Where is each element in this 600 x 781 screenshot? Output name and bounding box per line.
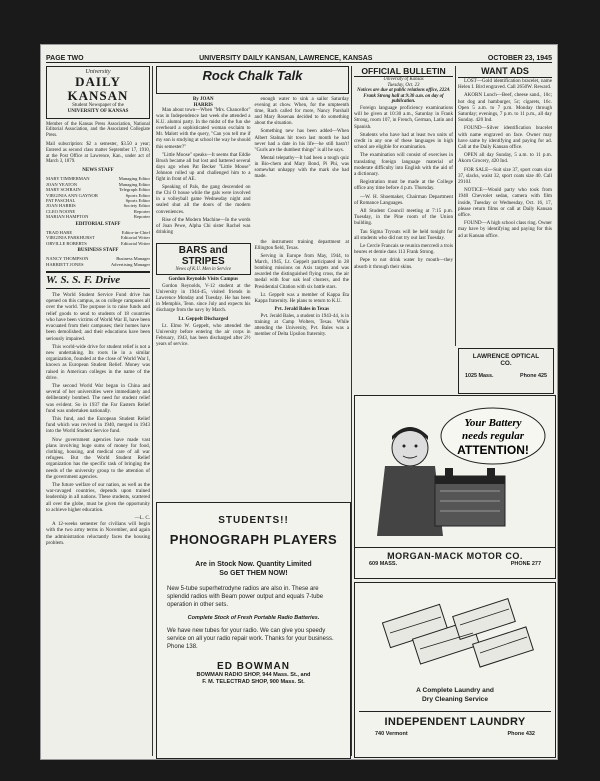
editorial-paragraph: This fund, and the European Student Relief fund which was revived in 1940, merged in 1943 into the World Student Service fund. <box>46 415 150 435</box>
staff-name: ORVILLE ROBERTS <box>46 240 87 246</box>
news-staff-list <box>46 176 150 219</box>
editorial-signature: —L. C. <box>134 514 150 521</box>
staff-name: NANCY THOMPSON <box>46 256 89 262</box>
masthead-sub2: UNIVERSITY OF KANSAS <box>67 109 129 115</box>
bars-stripes-subtitle: News of K.U. Men in Service <box>175 266 232 272</box>
bulletin-paragraph: Registration must be made at the College office any time before 4 p.m. Thursday. <box>354 179 453 192</box>
staff-role: Managing Editor <box>118 181 150 187</box>
laundry-address: 740 Vermont <box>375 731 408 737</box>
staff-name: CLEO NOONE <box>46 208 76 214</box>
staff-name: PAT PASCHAL <box>46 198 76 204</box>
battery-advertisement <box>354 395 556 579</box>
laundry-line-1: A Complete Laundry and <box>416 687 494 694</box>
staff-name: JOAN HARRIS <box>46 203 76 209</box>
bulletin-signature: —W. H. Shoemaker, Chairman Department of Romance Languages. <box>354 193 453 206</box>
editorial-headline: W. S. S. F. Drive <box>46 271 150 289</box>
news-paragraph: Pvt. Jerald Bales, a student in 1943-44, is in training at Camp Wolters, Texas. While attending the University, Pvt. Bales was a member of Delta Upsilon fraternity. <box>254 313 349 338</box>
masthead-title: DAILY KANSAN <box>67 74 129 104</box>
column-paragraph: Speaking of Pals, the gang descended on the Chi O house while the gals were involved in a volleyball game Wednesday night and sealed shut all the doors of the modern conveniences. <box>156 185 251 215</box>
bulletin-paragraph: Pepe to not drink water by mouth—they absorb it through their skins. <box>354 257 453 270</box>
masthead-sub1: Student Newspaper of the <box>72 103 124 109</box>
staff-role: Sports Editor <box>125 198 150 204</box>
paper-name-line: UNIVERSITY DAILY KANSAN, LAWRENCE, KANSAS <box>199 55 373 62</box>
ad-get-now: So GET THEM NOW! <box>219 570 288 577</box>
want-ads-title: WANT ADS <box>458 66 552 78</box>
staff-role: Managing Editor <box>118 176 150 182</box>
staff-name: TRAD HARE <box>46 229 73 235</box>
staff-name: MARY TIMMERMAN <box>46 176 90 182</box>
ad-stock-line: Are in Stock Now. Quantity Limited <box>195 561 312 568</box>
editorial-paragraph: The World Student Service Fund drive has opened on this campus, as on college campuses all over the world. The purpose is to raise funds and relief goods to send to students of 18 countries who have been victims of World War II, have been evacuated from their campuses; their homes have been demolished; and their educations have been seriously impaired. <box>46 292 150 342</box>
want-ad: AKORN Lunch—Beef, cheese sand., 10c; hot dog and hamburger, 5c; cigarets, 16c. Open 5 a.m. to 7 p.m. Monday through Saturday; evenings, 7 p.m. to 11 p.m., all day Sunday. 420 Ind. <box>458 92 552 124</box>
ad-radios-text: New 5-tube superhetrodyne radios are also in. These are splendid radios with Beam power output and equals 7-tube operation in other sets. <box>167 586 324 608</box>
column-paragraph: "Little Moose" speaks—It seems that Eddie Brush became all but lost and battered several days ago when Pat Becker "Little Moose" Johnson rolled up and challenged him to a fight in front of AE. <box>156 152 251 183</box>
news-paragraph: Serving in Europe from May, 1944, to March, 1945, Lt. Geppelt participated in 28 bombing missions on Axis targets and was awarded the distinguished flying cross, the air medal with four oak leaf clusters, and the Presidential Citation with six battle stars. <box>254 254 349 290</box>
bars-and-stripes-header <box>156 243 251 275</box>
optical-address: 1025 Mass. <box>465 373 494 379</box>
byline: By JOAN <box>192 97 214 102</box>
column-title: Rock Chalk Talk <box>202 68 303 83</box>
staff-role: Advertising Manager <box>110 261 150 267</box>
want-ad: FOR SALE—Suit size 37, sport coats size 37, slacks, waist 32, sport coats size 40. Call 2910J. <box>458 166 552 186</box>
staff-role: Editorial Writer <box>121 240 150 246</box>
news-staff-title: NEWS STAFF <box>82 168 114 174</box>
ad-address-1: BOWMAN RADIO SHOP, 944 Mass. St., and <box>196 672 311 678</box>
laundry-line-2: Dry Cleaning Service <box>422 695 488 703</box>
staff-role: Reporter <box>133 214 150 220</box>
want-ad: LOST—Gold identification bracelet, name Helen I. Bird engraved. Call 2650W. Reward. <box>458 78 552 91</box>
staff-name: MARY SCHRAIN <box>46 187 81 193</box>
phonograph-advertisement <box>156 502 351 759</box>
editorial-paragraph: Now government agencies have made vast plans involving huge sums of money for food, clothing, housing, and medical care of all war refugees. But the World Student Relief organization has the specific task of bringing the needs of the university group to the attention of the government agencies. <box>46 436 150 480</box>
staff-role: Business Manager <box>116 256 150 262</box>
staff-row <box>46 214 150 219</box>
want-ad: FOUND—Silver identification bracelet with name engraved on face. Owner may have same by identifying and paying for ad. Call at the Daily Kansan office. <box>458 125 552 151</box>
optical-phone: Phone 425 <box>520 373 547 379</box>
column-paragraph: enough water to sink a sailor Saturday evening at chow. When, for the umpteenth time, Rach called for more, Nancy Parshall and Mary Rosenau decided to do something about the situation. <box>254 97 349 127</box>
staff-name: VIRGINIA ANN GAYNOR <box>46 192 98 198</box>
column-paragraph: Mental telepathy—It had been a tough quiz in Bio-chem and Mary Bond, Pi Phi, was somewhat unhappy with the mark she had made. <box>254 155 349 180</box>
editorial-column <box>46 66 150 756</box>
bulletin-note: Notices are due at public relations office, 222A Frank Strong hall at 9:30 a.m. on day of publication. <box>357 88 450 105</box>
ad-students: STUDENTS!! <box>218 515 289 526</box>
staff-role: Reporter <box>133 208 150 214</box>
laundry-phone: Phone 432 <box>507 731 535 737</box>
laundry-advertisement <box>354 582 556 758</box>
optical-co: CO. <box>500 360 512 367</box>
news-subhead: Pvt. Jerald Bales in Texas <box>274 306 330 312</box>
column-paragraph: Man about town—When "Mrs. Chancellor" was in Independence last week she attended a K.U. alumni party. In the midst of the fun she overheard a sophisticated woman exclaim to Mr. Malott with the query, "Can you tell me if my son is studying at school the way he should this semester?" <box>156 108 251 150</box>
ad-tubes-text: We have new tubes for your radio. We can give you speedy service on all your radio repair work. Thanks for your business. Phone 138. <box>167 628 334 650</box>
staff-role: Editor-in-Chief <box>121 229 150 235</box>
bulletin-title: OFFICIAL BULLETIN <box>354 66 453 77</box>
member-text: Member of the Kansas Press Association, National Editorial Association, and the Associated Collegiate Press. <box>46 121 150 139</box>
mechanic-figure <box>377 427 443 536</box>
staff-role: Sports Editor <box>125 192 150 198</box>
ad-headline: PHONOGRAPH PLAYERS <box>169 532 338 547</box>
battery-merchant-name: MORGAN-MACK MOTOR CO. <box>387 551 523 561</box>
lawrence-optical-ad <box>458 348 554 394</box>
battery-ad-illustration <box>355 396 555 546</box>
page-header <box>46 50 552 63</box>
staff-role: Society Editor <box>123 203 150 209</box>
bubble-line-3: ATTENTION! <box>457 443 529 457</box>
editorial-paragraph: A 12-weeks semester for civilians will begin with the two army terms in November, and again the administration reluctantly faces the housing problem. <box>46 521 150 546</box>
staff-role: Editorial Writer <box>121 235 150 241</box>
optical-name: LAWRENCE OPTICAL <box>472 353 540 360</box>
bulletin-paragraph: Foreign language proficiency examinations will be given at 10:30 a.m., Saturday in Frank Strong, room 107, in French, German, Latin and Spanish. <box>354 104 453 130</box>
staff-row <box>46 241 150 246</box>
column-rule <box>455 66 456 346</box>
bulletin-paragraph: Tau Sigma Tryouts will be held tonight for all students who did not try out last Tuesday. <box>354 228 453 241</box>
editorial-staff-title: EDITORIAL STAFF <box>75 221 121 227</box>
bulletin-sub2: Tuesday, Oct. 23 <box>387 82 420 88</box>
news-paragraph: the instrument training department at Ellington field, Texas. <box>254 239 349 251</box>
battery-figure <box>435 468 505 526</box>
battery-address: 609 MASS. <box>369 561 398 567</box>
want-ad: NOTICE—Would party who took from 1940 Chevrolet sedan, camera with film inside, Tuesday or Wednesday, Oct. 16, 17, please return films or call at Daily Kansan office. <box>458 187 552 219</box>
bubble-line-1: Your Battery <box>464 417 522 429</box>
official-bulletin <box>354 66 453 414</box>
editorial-staff-list <box>46 230 150 246</box>
battery-phone: PHONE 277 <box>510 561 541 567</box>
column-rule <box>152 66 153 756</box>
rock-chalk-talk-box <box>156 66 349 94</box>
staff-name: MARIAN HAMPTON <box>46 214 89 220</box>
page-number: PAGE TWO <box>46 55 84 62</box>
masthead-top: University <box>85 69 111 75</box>
staff-role: Telegraph Editor <box>119 187 150 193</box>
bulletin-paragraph: The examination will consist of exercises in translating foreign language material of moderate difficulty into English with the aid of a dictionary. <box>354 152 453 177</box>
business-staff-title: BUSINESS STAFF <box>77 248 119 254</box>
bulletin-paragraph: All Student Council meeting at 7:15 p.m. Tuesday, in the Pine room of the Union building. <box>354 208 453 227</box>
ad-address-2: F. M. TELECTRAD SHOP, 900 Mass. St. <box>202 679 305 685</box>
staff-name: JOAN YEATON <box>46 181 78 187</box>
ad-merchant: ED BOWMAN <box>217 661 290 672</box>
editorial-paragraph: The second World War began in China and several of her universities were immediately and deliberately bombed. The need for student relief was evident. So in 1937 the Far Eastern Relief fund was undertaken nationally. <box>46 382 150 414</box>
bubble-line-2: needs regular <box>461 430 525 442</box>
mail-text: Mail subscription: $2 a semester, $3.50 a year; Entered as second class matter September 17, 1910, at the Post Office at Lawrence, Kan., under act of March 3, 1879. <box>46 142 150 165</box>
want-ad: OPEN all day Sunday, 5 a.m. to 11 p.m. Akorn Grocery, 420 Ind. <box>458 152 552 165</box>
laundry-bundles-illustration <box>355 583 555 683</box>
column-paragraph: Rise of the Modern Machine—In the words of Joan Pewe, Alpha Chi sister Rachel was drinking <box>156 217 251 235</box>
bars-stripes-title: BARS and STRIPES <box>178 244 228 267</box>
ad-batteries: Complete Stock of Fresh Portable Radio Batteries. <box>187 615 320 621</box>
editorial-paragraph: The future welfare of our nation, as well as the war-ravaged countries, depends upon trained leadership in all nations. These students, scattered all over the globe, must be given the opportunity to achieve higher education. <box>46 481 150 513</box>
laundry-name: INDEPENDENT LAUNDRY <box>359 711 551 728</box>
bulletin-sub1: University of Kansas <box>383 77 424 82</box>
column-paragraph: Something new has been added—When Albert Stalnas hit town last month he had never had a date in his life—he still hasn't! "Gurls are the dumbest things" is all he says. <box>254 129 349 153</box>
masthead <box>46 66 150 119</box>
issue-date: OCTOBER 23, 1945 <box>487 55 552 62</box>
news-paragraph: Lt. Elmo W. Geppelt, who attended the University before entering the air corps in February, 1943, has been discharged after 2½ years of service. <box>156 323 251 347</box>
news-subhead: Lt. Geppelt Discharged <box>178 316 229 322</box>
newspaper-page <box>40 44 558 760</box>
news-subhead: Gordon Reynolds Visits Campus <box>168 276 239 282</box>
want-ads-column <box>458 66 552 386</box>
editorial-paragraph: This world-wide drive for student relief is not a new undertaking. Its roots lie in a similar organization, founded at the close of World War I, known as European Student Relief. Money was raised in American colleges in the name of the drive. <box>46 343 150 381</box>
news-paragraph: Lt. Geppelt was a member of Kappa Eta Kappa fraternity. He plans to return to K.U. <box>254 292 349 304</box>
news-paragraph: Gordon Reynolds, V-12 student at the University in 1944-45, visited friends in Lawrence Monday and Tuesday. He has been in Memphis, Tenn. since July and expects his discharge from the navy by March. <box>156 284 251 314</box>
column-rule <box>351 66 352 756</box>
staff-name: VIRGINIA PARKHURST <box>46 235 95 241</box>
want-ad: FOUND—A high school class ring. Owner may have by identifying and paying for this ad at Kansan office. <box>458 220 552 239</box>
bulletin-paragraph: Le Cercle Francais se reunira mercredi a trois heures et demie dans 113 Frank Strong. <box>354 243 453 256</box>
staff-name: HARRIETT JONES <box>46 261 84 267</box>
bulletin-paragraph: Students who have had at least two units of credit in any one of these languages in high school are eligible for examination. <box>354 131 453 151</box>
staff-row <box>46 262 150 267</box>
business-staff-list <box>46 256 150 267</box>
byline-name: HARRIS <box>193 102 213 108</box>
